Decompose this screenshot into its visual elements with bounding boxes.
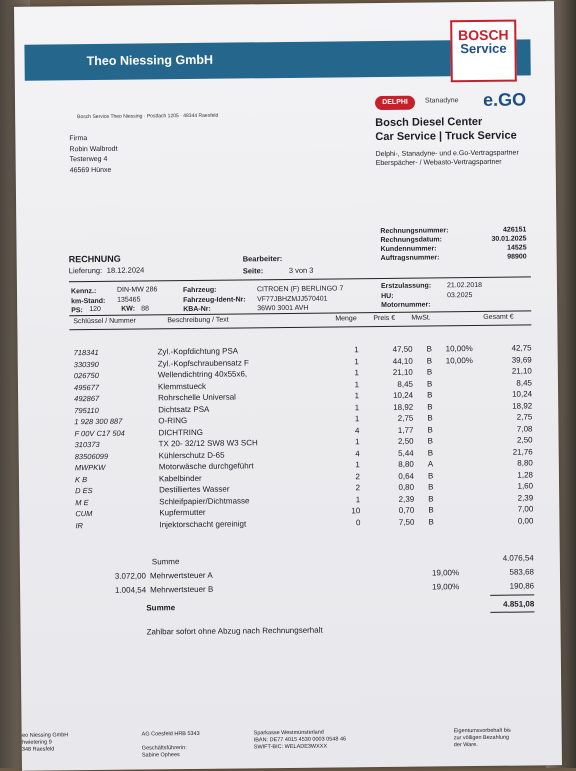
item-total: 18,92 <box>512 400 533 411</box>
ps-value: 120 <box>89 305 101 314</box>
item-key: IR <box>75 520 83 530</box>
partners-line1: Delphi-, Stanadyne- und e.Go-Vertragspartner <box>375 149 519 159</box>
delivery-value: 18.12.2024 <box>106 265 145 275</box>
item-discount: 10,00% <box>445 344 473 354</box>
footer-bank <box>254 729 347 751</box>
col-header-desc: Beschreibung / Text <box>167 316 229 325</box>
footer-line: Theo Niessing GmbH <box>15 732 69 739</box>
item-total: 2,50 <box>516 435 533 445</box>
item-price: 18,92 <box>393 402 414 412</box>
footer-line: 46348 Raesfeld <box>15 746 55 753</box>
item-vat-code: B <box>426 367 433 377</box>
item-total: 10,24 <box>512 389 533 399</box>
item-price: 10,24 <box>393 390 414 400</box>
item-price: 44,10 <box>392 356 413 366</box>
meta-label: Rechnungsdatum: <box>380 236 442 245</box>
item-key: 1 928 300 887 <box>74 416 123 427</box>
item-total: 21,10 <box>511 366 532 376</box>
vehicle-labels-right <box>381 281 431 310</box>
meta-value: 30.01.2025 <box>491 235 527 243</box>
item-quantity: 1 <box>354 345 359 355</box>
item-vat-code: B <box>427 390 433 400</box>
invoice-meta-values <box>482 225 526 261</box>
item-key: 795110 <box>74 405 99 415</box>
item-key: 495677 <box>73 382 100 392</box>
footer-line: Sabine Ophees <box>141 752 180 759</box>
col-header-key: Schlüssel / Nummer <box>73 317 136 326</box>
bosch-service-logo <box>450 20 517 83</box>
item-description: Wellendichtring 40x55x6, <box>157 369 248 380</box>
item-quantity: 1 <box>355 437 360 447</box>
page-value: 3 von 3 <box>288 265 314 275</box>
item-quantity: 1 <box>354 391 360 401</box>
item-description: TX 20- 32/12 SW8 W3 SCH <box>158 438 258 449</box>
item-vat-code: B <box>427 413 433 423</box>
item-vat-code: B <box>428 482 434 492</box>
recipient-line: 46569 Hünxe <box>69 166 112 174</box>
item-key: 330390 <box>73 359 99 369</box>
motor-label: Motornummer: <box>381 301 431 309</box>
footer-company <box>16 732 69 754</box>
item-vat-code: B <box>427 424 433 435</box>
recipient-line: Robin Walbrodt <box>69 145 118 153</box>
footer-line: zur völligen Bezahlung <box>453 734 510 742</box>
item-description: Injektorschacht gereinigt <box>159 518 247 529</box>
item-description: Dichtsatz PSA <box>158 404 210 414</box>
item-total: 7,08 <box>516 423 533 434</box>
meta-value: 98900 <box>507 253 527 261</box>
kennz-label: Kennz.: <box>70 287 97 296</box>
item-key: K B <box>74 474 88 484</box>
item-vat-code: B <box>427 436 433 446</box>
vat-a-rate: 19,00% <box>431 568 460 578</box>
item-key: 492867 <box>74 393 100 404</box>
recipient-address <box>69 134 117 177</box>
item-description: Motorwäsche durchgeführt <box>158 461 254 472</box>
item-total: 8,80 <box>517 458 533 468</box>
col-header-vat: MwSt. <box>411 314 431 322</box>
item-price: 0,80 <box>398 482 415 492</box>
kw-label: KW: <box>121 305 136 313</box>
vehicle-values-right <box>447 281 482 300</box>
item-quantity: 1 <box>354 402 360 412</box>
item-key: F 00V C17 504 <box>74 428 125 438</box>
editor-label: Bearbeiter: <box>242 254 283 264</box>
item-description: DICHTRING <box>158 427 203 437</box>
item-price: 0,70 <box>398 505 415 515</box>
item-vat-code: B <box>428 493 434 504</box>
meta-value: 426151 <box>502 226 527 234</box>
recipient-line: Firma <box>69 135 88 143</box>
ps-label: PS: <box>71 307 83 315</box>
item-discount: 10,00% <box>445 355 473 365</box>
item-quantity: 1 <box>354 379 360 389</box>
footer-line: der Ware. <box>453 742 478 749</box>
delphi-logo: DELPHI <box>375 96 415 110</box>
item-quantity: 1 <box>355 460 360 470</box>
item-description: Zyl.-Kopfschraubensatz F <box>157 357 249 368</box>
item-vat-code: B <box>426 378 433 389</box>
item-total: 7,00 <box>517 504 534 514</box>
vat-a-value: 583,68 <box>509 567 535 577</box>
vat-b-rate: 19,00% <box>432 582 460 592</box>
item-quantity: 1 <box>354 356 359 366</box>
grand-total-label: Summe <box>146 603 176 613</box>
item-description: Kühlerschutz D-65 <box>158 450 225 460</box>
item-price: 8,80 <box>398 459 414 469</box>
item-key: 83506099 <box>74 451 109 461</box>
item-key: M E <box>75 497 89 507</box>
footer-line: Geschäftsführerin: <box>141 745 187 752</box>
item-key: CUM <box>75 509 93 519</box>
col-header-price: Preis € <box>373 314 396 323</box>
sum-underline <box>490 594 534 595</box>
vehicle-values-mid <box>257 284 344 313</box>
kba-label: KBA-Nr: <box>183 305 211 314</box>
document-title: RECHNUNG <box>68 253 121 265</box>
item-description: O-RING <box>158 416 188 426</box>
item-price: 2,75 <box>397 413 414 423</box>
footer-line: AG Coesfeld HRB 5343 <box>141 730 200 738</box>
grand-total-value: 4.851,08 <box>503 599 535 609</box>
footer-line: IBAN: DE77 4015 4530 0003 0548 46 <box>253 736 347 744</box>
item-total: 8,45 <box>516 377 533 388</box>
footer-line: Eigentumsvorbehalt bis <box>453 727 511 735</box>
km-label: km-Stand: <box>71 297 106 305</box>
footer-retention <box>454 728 511 750</box>
item-vat-code: B <box>428 516 434 527</box>
item-description: Schleifpapier/Dichtmasse <box>159 495 250 506</box>
item-vat-code: B <box>427 447 434 458</box>
recipient-line: Testerweg 4 <box>69 155 108 164</box>
item-price: 1,77 <box>397 425 414 435</box>
fahrzeug-label: Fahrzeug: <box>182 286 217 295</box>
item-description: Kupfermutter <box>159 507 206 518</box>
hu-value: 03.2025 <box>447 291 473 299</box>
kba-value: 36W0 3001 AVH <box>257 304 309 313</box>
ego-logo: e.GO <box>482 89 527 110</box>
item-price: 21,10 <box>392 367 413 377</box>
center-line2: Car Service | Truck Service <box>375 129 517 144</box>
item-total: 1,60 <box>517 481 534 491</box>
footer-line: Sparkasse Westmünsterland <box>253 729 324 737</box>
ident-label: Fahrzeug-Ident-Nr: <box>183 295 246 304</box>
item-quantity: 4 <box>355 448 360 458</box>
item-price: 8,45 <box>397 379 414 389</box>
vat-b-label: Mehrwertsteuer B <box>150 584 214 595</box>
item-price: 5,44 <box>398 448 414 458</box>
item-price: 0,64 <box>398 471 414 481</box>
item-quantity: 1 <box>354 368 359 378</box>
item-quantity: 1 <box>355 494 361 504</box>
footer-register <box>142 731 200 760</box>
item-price: 2,50 <box>397 436 414 446</box>
item-total: 21,76 <box>512 446 533 457</box>
km-value: 135465 <box>117 296 141 304</box>
vat-b-base: 1.004,54 <box>114 585 147 595</box>
col-header-qty: Menge <box>335 315 357 323</box>
kw-value: 88 <box>141 305 150 313</box>
company-name: Theo Niessing GmbH <box>86 52 214 69</box>
item-key: 026750 <box>73 370 99 381</box>
hu-label: HU: <box>381 292 394 300</box>
ez-value: 21.02.2018 <box>446 281 483 290</box>
item-key: D ES <box>75 486 93 496</box>
logo-line2: Service <box>460 40 507 57</box>
item-vat-code: B <box>427 470 434 481</box>
item-quantity: 1 <box>354 414 360 424</box>
vat-b-value: 190,86 <box>509 581 535 591</box>
sender-line: Bosch Service Theo Niessing · Postfach 1205 · 48344 Raesfeld <box>77 112 219 121</box>
footer-line: SWIFT-BIC: WELADE3WXXX <box>253 743 328 751</box>
page-label: Seite: <box>242 266 264 276</box>
meta-label: Auftragsnummer: <box>380 254 440 263</box>
item-vat-code: B <box>426 355 433 366</box>
item-key: 718341 <box>73 347 99 358</box>
item-description: Kabelbinder <box>158 473 202 483</box>
item-description: Zyl.-Kopfdichtung PSA <box>157 346 239 357</box>
item-key: MWPKW <box>74 462 106 473</box>
summe-value: 4.076,54 <box>502 553 534 563</box>
item-vat-code: B <box>426 344 433 354</box>
delivery-label: Lieferung: <box>68 265 103 276</box>
item-quantity: 2 <box>355 471 360 481</box>
item-description: Klemmstueck <box>157 381 207 391</box>
logo-line1: BOSCH <box>457 26 509 44</box>
sum-double-underline <box>490 611 534 612</box>
vat-a-base: 3.072,00 <box>114 571 147 581</box>
item-quantity: 4 <box>354 425 360 435</box>
vat-a-label: Mehrwertsteuer A <box>149 570 213 581</box>
meta-label: Kundennummer: <box>380 245 437 254</box>
meta-value: 14525 <box>507 244 527 252</box>
item-description: Destilliertes Wasser <box>159 484 230 495</box>
fahrzeug-value: CITROEN (F) BERLINGO 7 <box>256 285 344 294</box>
item-vat-code: B <box>427 401 433 412</box>
ident-value: VF77JBHZMJJ570401 <box>257 295 328 303</box>
item-vat-code: B <box>428 505 434 515</box>
summe-label: Summe <box>151 557 180 567</box>
stanadyne-logo: Stanadyne <box>424 97 459 105</box>
item-total: 1,28 <box>517 469 533 480</box>
payment-note: Zahlbar sofort ohne Abzug nach Rechnungserhalt <box>146 625 323 637</box>
col-header-total: Gesamt € <box>483 313 514 321</box>
invoice-meta-labels <box>380 226 448 263</box>
partners-line2: Eberspächer- / Webasto-Vertragspartner <box>375 158 502 168</box>
center-line1: Bosch Diesel Center <box>375 115 483 130</box>
footer-line: Schwietering 9 <box>15 739 52 746</box>
item-quantity: 10 <box>351 506 361 516</box>
item-total: 39,69 <box>511 354 532 365</box>
item-key: 310373 <box>74 439 100 450</box>
item-total: 2,39 <box>517 492 534 503</box>
item-quantity: 2 <box>355 483 361 493</box>
vehicle-labels-mid <box>183 285 246 314</box>
item-quantity: 0 <box>355 517 361 527</box>
item-total: 0,00 <box>517 515 534 526</box>
meta-label: Rechnungsnummer: <box>380 227 449 236</box>
item-total: 2,75 <box>516 412 533 422</box>
item-total: 42,75 <box>511 343 532 353</box>
item-price: 2,39 <box>398 494 415 504</box>
item-price: 47,50 <box>392 344 413 354</box>
kennz-value: DIN-MW 286 <box>116 286 158 294</box>
item-vat-code: A <box>427 459 434 469</box>
item-description: Rohrschelle Universal <box>158 392 236 403</box>
invoice-paper <box>14 1 562 771</box>
ez-label: Erstzulassung: <box>380 282 432 290</box>
item-price: 7,50 <box>398 517 415 527</box>
